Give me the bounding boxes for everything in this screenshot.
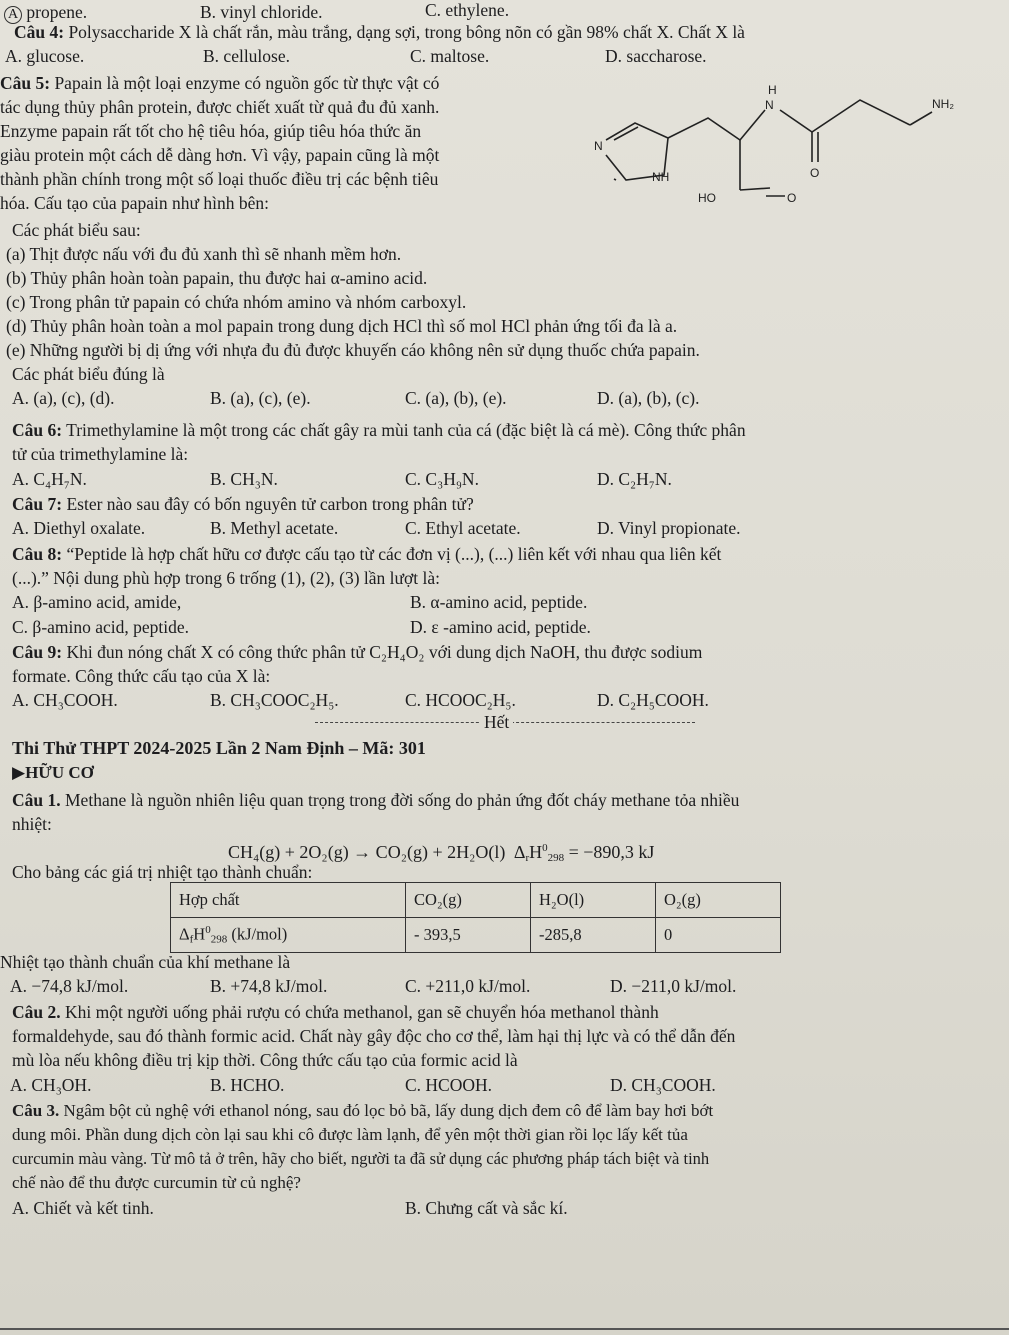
- p2-text-1: Khi một người uống phải rượu có chứa methanol, gan sẽ chuyển hóa methanol thành: [65, 1002, 659, 1022]
- table-header-compound: Hợp chất: [171, 883, 406, 918]
- q5-line-4: giàu protein một cách dễ dàng hơn. Vì vậy, papain cũng là một: [0, 145, 440, 165]
- q9-option-b: B. CH₃COOC₂H₅.: [210, 690, 339, 710]
- p1-line-2: nhiệt:: [12, 814, 52, 834]
- end-mark: Hết: [480, 712, 513, 733]
- p3-number: Câu 3.: [12, 1101, 60, 1120]
- p3-option-a: A. Chiết và kết tinh.: [12, 1198, 154, 1218]
- p1-option-c: C. +211,0 kJ/mol.: [405, 976, 531, 996]
- q5-option-a: A. (a), (c), (d).: [12, 388, 115, 408]
- q5-line-2: tác dụng thủy phân protein, được chiết xuất từ quả đu đủ xanh.: [0, 97, 440, 117]
- p1-enthalpy-symbol: $\Delta_rH^0_{298}$: [513, 842, 565, 864]
- q5-statements-intro: Các phát biểu sau:: [12, 220, 141, 240]
- table-row-label: $\Delta_fH^0_{298}$ (kJ/mol): [171, 918, 406, 953]
- p2-line-3: mù lòa nếu không điều trị kịp thời. Công thức cấu tạo của formic acid là: [12, 1050, 518, 1070]
- table-header-row: [171, 883, 781, 918]
- q6-number: Câu 6:: [12, 420, 63, 440]
- q5-statement-d: (d) Thủy phân hoàn toàn a mol papain trong dung dịch HCl thì số mol HCl phản ứng tối đa là a.: [6, 316, 678, 336]
- q6-line-1: [12, 420, 746, 441]
- p1-option-a: A. −74,8 kJ/mol.: [10, 976, 129, 996]
- label-o-amide: O: [810, 166, 820, 180]
- top-option-a-text: propene.: [26, 2, 88, 22]
- p2-option-a: A. CH₃OH.: [10, 1075, 92, 1095]
- table-cell-o2: 0: [656, 918, 781, 953]
- papain-structure-diagram: [580, 80, 1000, 220]
- exam2-title: Thi Thử THPT 2024-2025 Lần 2 Nam Định – Mã: 301: [12, 738, 426, 758]
- q8-option-d: D. ε -amino acid, peptide.: [410, 617, 591, 637]
- q9-option-c: C. HCOOC₂H₅.: [405, 690, 516, 710]
- q8-line-2: (...).” Nội dung phù hợp trong 6 trống (1), (2), (3) lần lượt là:: [12, 568, 440, 588]
- q7-option-b: B. Methyl acetate.: [210, 518, 339, 538]
- p2-number: Câu 2.: [12, 1002, 61, 1022]
- top-option-a: [4, 2, 87, 24]
- label-h: H: [768, 83, 777, 97]
- q5-line-5: thành phần chính trong một số loại thuốc điều trị các bệnh tiêu: [0, 169, 439, 189]
- label-nh2: NH₂: [932, 97, 954, 111]
- q9-line-1: [12, 642, 702, 663]
- table-header-h2o: H₂O(l): [531, 883, 656, 918]
- q4-question: [14, 22, 745, 43]
- table-cell-co2: - 393,5: [406, 918, 531, 953]
- q9-number: Câu 9:: [12, 642, 63, 662]
- q7-number: Câu 7:: [12, 494, 63, 514]
- q9-option-d: D. C₂H₅COOH.: [597, 690, 709, 710]
- p1-line-1: [12, 790, 739, 811]
- label-n-ring: N: [594, 139, 603, 153]
- p3-line-3: curcumin màu vàng. Từ mô tả ở trên, hãy cho biết, người ta đã sử dụng các phương pháp tách biệt và tinh: [12, 1149, 710, 1168]
- p1-number: Câu 1.: [12, 790, 61, 810]
- bottom-rule: [0, 1328, 1009, 1330]
- q8-number: Câu 8:: [12, 544, 63, 564]
- p2-line-1: [12, 1002, 659, 1023]
- top-option-c: C. ethylene.: [425, 0, 510, 20]
- table-row-unit: (kJ/mol): [231, 924, 288, 944]
- q4-option-c: C. maltose.: [410, 46, 490, 66]
- q8-option-a: A. β-amino acid, amide,: [12, 592, 182, 612]
- option-a-circle: A: [4, 6, 22, 24]
- q5-line-6: hóa. Cấu tạo của papain như hình bên:: [0, 193, 269, 213]
- p2-option-b: B. HCHO.: [210, 1075, 285, 1095]
- q8-option-b: B. α-amino acid, peptide.: [410, 592, 588, 612]
- table-cell-h2o: -285,8: [531, 918, 656, 953]
- q7-option-d: D. Vinyl propionate.: [597, 518, 741, 538]
- q5-option-d: D. (a), (b), (c).: [597, 388, 700, 408]
- p3-line-4: chế nào để thu được curcumin từ củ nghệ?: [12, 1173, 301, 1192]
- formation-enthalpy-table: [170, 882, 781, 953]
- q4-text: Polysaccharide X là chất rắn, màu trắng, dạng sợi, trong bông nõn có gần 98% chất X. Chất X là: [68, 22, 745, 42]
- q4-number: Câu 4:: [14, 22, 65, 42]
- q6-line-2: tử của trimethylamine là:: [12, 444, 189, 464]
- q5-correct-intro: Các phát biểu đúng là: [12, 364, 165, 384]
- q5-statement-c: (c) Trong phân tử papain có chứa nhóm amino và nhóm carboxyl.: [6, 292, 467, 312]
- q9-line-2: formate. Công thức cấu tạo của X là:: [12, 666, 271, 686]
- table-header-co2: CO₂(g): [406, 883, 531, 918]
- p1-table-intro: Cho bảng các giá trị nhiệt tạo thành chuẩn:: [12, 862, 313, 882]
- q5-line-1: [0, 73, 439, 94]
- label-ho: HO: [698, 191, 716, 205]
- label-nh-ring: NH: [652, 170, 670, 184]
- q6-option-b: B. CH₃N.: [210, 469, 278, 489]
- p2-line-2: formaldehyde, sau đó thành formic acid. Chất này gây độc cho cơ thể, làm hại thị lực và có thể dẫn đến: [12, 1026, 736, 1046]
- q5-text-1: Papain là một loại enzyme có nguồn gốc từ thực vật có: [54, 73, 440, 93]
- table-header-o2: O₂(g): [656, 883, 781, 918]
- q5-option-c: C. (a), (b), (e).: [405, 388, 507, 408]
- label-n-amide: N: [765, 98, 774, 112]
- p3-option-b: B. Chưng cất và sắc kí.: [405, 1198, 568, 1218]
- q6-option-a: A. C₄H₇N.: [12, 469, 87, 489]
- q4-option-a: A. glucose.: [5, 46, 85, 66]
- p1-enthalpy-value: = −890,3 kJ: [568, 842, 655, 862]
- q8-line-1: [12, 544, 721, 565]
- p1-text-1: Methane là nguồn nhiên liệu quan trọng trong đời sống do phản ứng đốt cháy methane tỏa nhiều: [65, 790, 740, 810]
- q5-line-3: Enzyme papain rất tốt cho hệ tiêu hóa, giúp tiêu hóa thức ăn: [0, 121, 422, 141]
- q8-text-1: “Peptide là hợp chất hữu cơ được cấu tạo từ các đơn vị (...), (...) liên kết với nhau qua liên kết: [66, 544, 722, 564]
- q9-option-a: A. CH₃COOH.: [12, 690, 118, 710]
- p1-question: Nhiệt tạo thành chuẩn của khí methane là: [0, 952, 291, 972]
- q7-question: [12, 494, 474, 515]
- q6-option-d: D. C₂H₇N.: [597, 469, 672, 489]
- p3-line-1: [12, 1100, 713, 1121]
- p3-text-1: Ngâm bột củ nghệ với ethanol nóng, sau đó lọc bỏ bã, lấy dung dịch đem cô để làm bay hơi bớt: [63, 1101, 714, 1120]
- p2-option-c: C. HCOOH.: [405, 1075, 493, 1095]
- q6-option-c: C. C₃H₉N.: [405, 469, 479, 489]
- q9-text-1: Khi đun nóng chất X có công thức phân tử C₂H₄O₂ với dung dịch NaOH, thu được sodium: [66, 642, 703, 662]
- q5-statement-e: (e) Những người bị dị ứng với nhựa đu đủ được khuyến cáo không nên sử dụng thuốc chứa papain.: [6, 340, 700, 360]
- q5-statement-a: (a) Thịt được nấu với đu đủ xanh thì sẽ nhanh mềm hơn.: [6, 244, 402, 264]
- p3-line-2: dung môi. Phần dung dịch còn lại sau khi cô được làm lạnh, để yên một thời gian rồi lọc lấy kết tủa: [12, 1125, 688, 1144]
- q7-text: Ester nào sau đây có bốn nguyên tử carbon trong phân tử?: [66, 494, 474, 514]
- label-o-acid: O: [787, 191, 797, 205]
- p2-option-d: D. CH₃COOH.: [610, 1075, 716, 1095]
- p1-option-d: D. −211,0 kJ/mol.: [610, 976, 737, 996]
- top-option-b: B. vinyl chloride.: [200, 2, 323, 22]
- exam2-section-label: HỮU CƠ: [25, 763, 94, 782]
- q5-number: Câu 5:: [0, 73, 51, 93]
- exam2-section: [12, 762, 94, 783]
- q5-option-b: B. (a), (c), (e).: [210, 388, 311, 408]
- p1-equation: CH₄(g) + 2O₂(g) → CO₂(g) + 2H₂O(l): [228, 842, 506, 862]
- p1-option-b: B. +74,8 kJ/mol.: [210, 976, 328, 996]
- q6-text-1: Trimethylamine là một trong các chất gây ra mùi tanh của cá (đặc biệt là cá mè). Công thức phân: [66, 420, 746, 440]
- q7-option-c: C. Ethyl acetate.: [405, 518, 521, 538]
- q8-option-c: C. β-amino acid, peptide.: [12, 617, 190, 637]
- q4-option-b: B. cellulose.: [203, 46, 290, 66]
- q7-option-a: A. Diethyl oxalate.: [12, 518, 146, 538]
- table-row: [171, 918, 781, 953]
- q4-option-d: D. saccharose.: [605, 46, 707, 66]
- play-arrow-icon: ▶: [12, 763, 26, 782]
- q5-statement-b: (b) Thủy phân hoàn toàn papain, thu được hai α-amino acid.: [6, 268, 428, 288]
